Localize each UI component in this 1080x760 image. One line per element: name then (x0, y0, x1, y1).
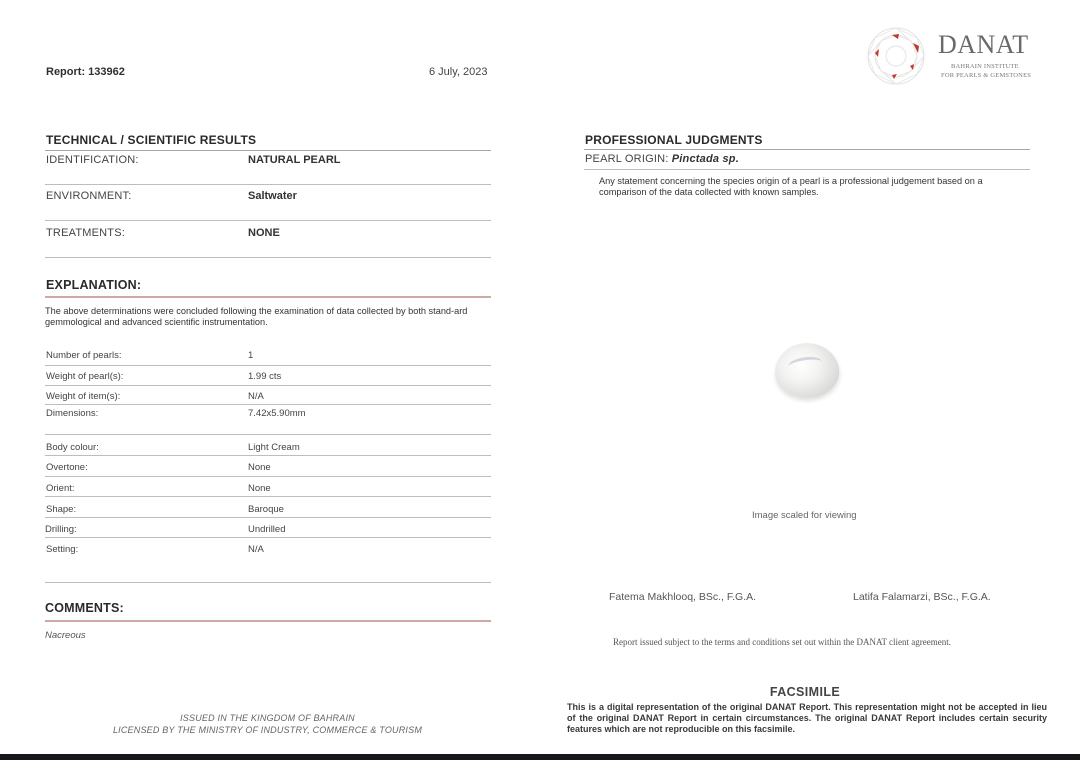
pearl-origin (585, 153, 739, 165)
orient-label: Orient: (46, 483, 75, 494)
weight-of-items-value: N/A (248, 391, 264, 402)
divider (45, 620, 491, 622)
facsimile-title: FACSIMILE (769, 685, 841, 699)
body-colour-value: Light Cream (248, 442, 300, 453)
environment-value: Saltwater (248, 190, 297, 202)
logo-subtitle-line2: FOR PEARLS & GEMSTONES (941, 72, 1032, 79)
drilling-value: Undrilled (248, 524, 286, 535)
divider (584, 169, 1030, 170)
identification-label: IDENTIFICATION: (46, 154, 139, 166)
number-of-pearls-label: Number of pearls: (46, 350, 122, 361)
facsimile-text: This is a digital representation of the original DANAT Report. This representation might not be accepted in lieu of the original DANAT Report in certain circumstances. The original DANAT Report includes certain security features which are not reproducible on this facsimile. (567, 702, 1047, 734)
divider (45, 434, 491, 435)
setting-value: N/A (248, 544, 264, 555)
treatments-value: NONE (248, 227, 280, 239)
divider (45, 257, 491, 258)
pearl-highlight (787, 355, 823, 374)
treatments-label: TREATMENTS: (46, 227, 125, 239)
signatory-1: Fatema Makhlooq, BSc., F.G.A. (609, 591, 757, 603)
orient-value: None (248, 483, 271, 494)
weight-of-pearls-value: 1.99 cts (248, 371, 282, 382)
divider (45, 365, 491, 366)
divider (45, 496, 491, 497)
report-number: Report: 133962 (46, 66, 125, 78)
weight-of-items-label: Weight of item(s): (46, 391, 121, 402)
signatory-2: Latifa Falamarzi, BSc., F.G.A. (853, 591, 991, 603)
weight-of-pearls-label: Weight of pearl(s): (46, 371, 124, 382)
overtone-label: Overtone: (46, 462, 88, 473)
explanation-title: EXPLANATION: (46, 278, 142, 292)
terms-notice: Report issued subject to the terms and conditions set out within the DANAT client agreement. (613, 637, 952, 647)
danat-emblem-icon (866, 26, 926, 86)
technical-results-title: TECHNICAL / SCIENTIFIC RESULTS (46, 133, 257, 147)
drilling-label: Drilling: (45, 524, 77, 535)
explanation-text: The above determinations were concluded following the examination of data collected by both stand-ard gemmological and advanced scientific instrumentation. (45, 306, 468, 327)
danat-logo (866, 26, 1036, 88)
dimensions-value: 7.42x5.90mm (248, 408, 306, 419)
divider (45, 150, 491, 151)
divider (45, 537, 491, 538)
body-colour-label: Body colour: (46, 442, 99, 453)
image-caption: Image scaled for viewing (752, 510, 857, 521)
pearl-image (771, 339, 842, 402)
divider (45, 385, 491, 386)
logo-subtitle-line1: BAHRAIN INSTITUTE (951, 63, 1019, 70)
pearl-origin-label: PEARL ORIGIN: (585, 153, 669, 165)
origin-disclaimer: Any statement concerning the species origin of a pearl is a professional judgement based on a comparison of the data collected with known samples. (599, 176, 983, 197)
logo-wordmark: DANAT (938, 30, 1029, 59)
setting-label: Setting: (46, 544, 79, 555)
comments-value: Nacreous (45, 630, 86, 641)
divider (45, 220, 491, 221)
bottom-bar (0, 754, 1080, 760)
divider (45, 517, 491, 518)
divider (45, 455, 491, 456)
professional-judgments-title: PROFESSIONAL JUDGMENTS (585, 133, 763, 147)
shape-label: Shape: (46, 504, 77, 515)
divider (584, 149, 1030, 150)
divider (45, 476, 491, 477)
identification-value: NATURAL PEARL (248, 154, 341, 166)
number-of-pearls-value: 1 (248, 350, 254, 361)
license-text: LICENSED BY THE MINISTRY OF INDUSTRY, COMMERCE & TOURISM (112, 725, 423, 735)
environment-label: ENVIRONMENT: (46, 190, 132, 202)
overtone-value: None (248, 462, 271, 473)
issued-in-text: ISSUED IN THE KINGDOM OF BAHRAIN (180, 713, 355, 723)
report-date: 6 July, 2023 (429, 66, 488, 78)
divider (45, 582, 491, 583)
divider (45, 296, 491, 298)
pearl-origin-value: Pinctada sp. (671, 153, 739, 165)
shape-value: Baroque (248, 504, 284, 515)
divider (45, 404, 491, 405)
divider (45, 184, 491, 185)
dimensions-label: Dimensions: (46, 408, 99, 419)
comments-title: COMMENTS: (45, 601, 124, 615)
